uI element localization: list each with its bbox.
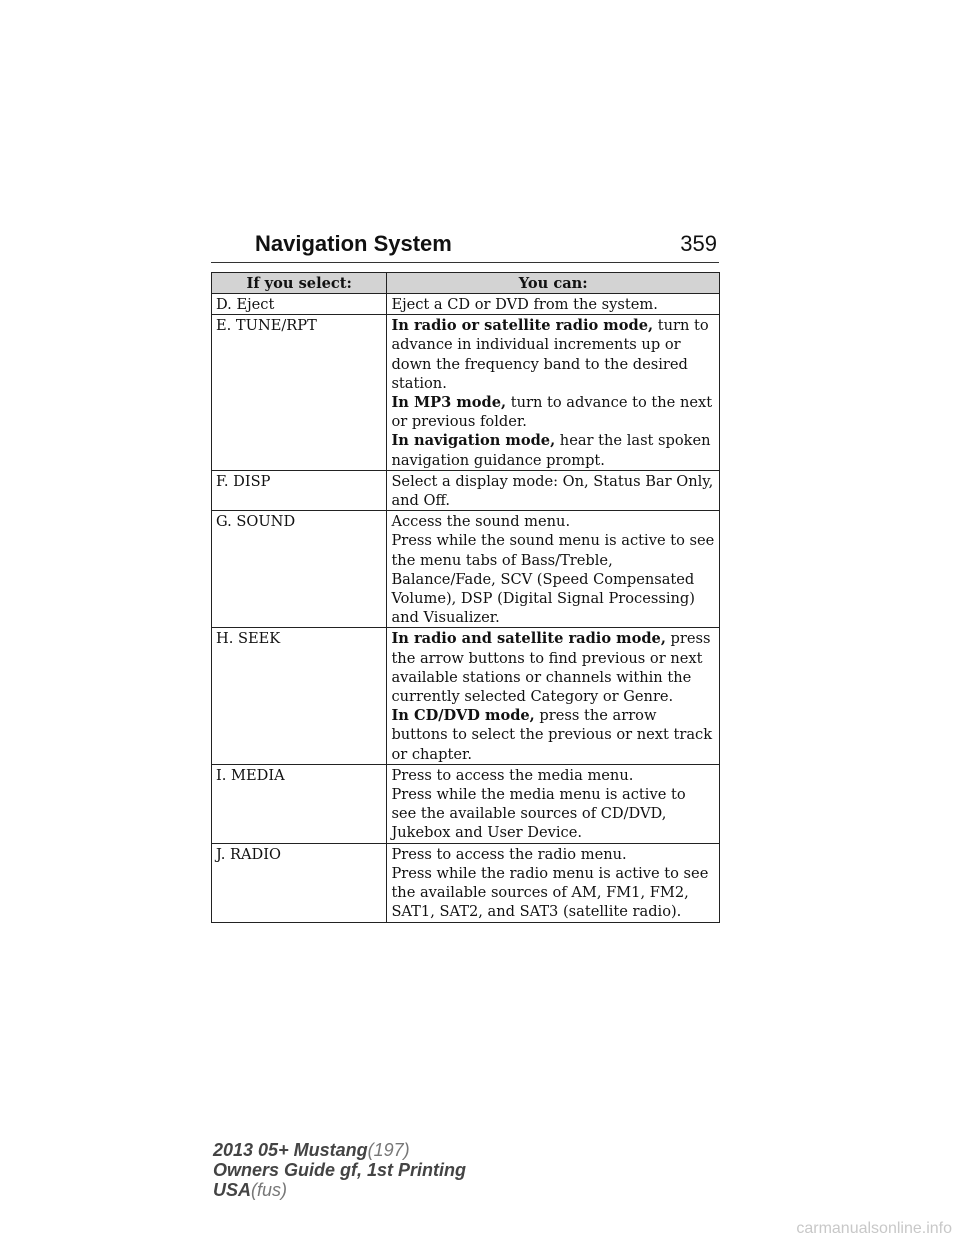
table-row bbox=[212, 511, 720, 628]
table-row bbox=[212, 628, 720, 764]
description-paragraph bbox=[391, 629, 715, 706]
description-paragraph bbox=[391, 785, 715, 843]
footer-guide: Owners Guide gf, 1st Printing bbox=[213, 1160, 467, 1180]
mode-label: In radio and satellite radio mode, bbox=[391, 630, 666, 648]
controls-table bbox=[211, 272, 720, 923]
footer-code: (197) bbox=[367, 1140, 410, 1160]
footer-line-3 bbox=[213, 1180, 466, 1200]
footer-model: 2013 05+ Mustang bbox=[213, 1140, 368, 1160]
description-text: Press while the radio menu is active to see the available sources of AM, FM1, FM2, SAT1, SAT2, and SAT3 (satellite radio). bbox=[391, 864, 709, 921]
row-description-cell bbox=[387, 315, 720, 471]
description-paragraph bbox=[391, 706, 715, 764]
page-title: Navigation System bbox=[255, 231, 452, 256]
column-header-can: You can: bbox=[387, 273, 720, 294]
row-description-cell bbox=[387, 628, 720, 764]
page-header bbox=[211, 228, 719, 263]
row-select-cell: H. SEEK bbox=[212, 628, 387, 764]
description-paragraph bbox=[391, 512, 715, 531]
table-row bbox=[212, 843, 720, 922]
watermark: carmanualsonline.info bbox=[796, 1220, 952, 1237]
table-row bbox=[212, 294, 720, 315]
description-text: Press to access the radio menu. bbox=[391, 845, 627, 863]
mode-label: In CD/DVD mode, bbox=[391, 707, 535, 725]
description-paragraph bbox=[391, 766, 715, 785]
footer-line-1 bbox=[213, 1140, 466, 1160]
description-text: hear the last spoken navigation guidance prompt. bbox=[391, 432, 711, 469]
column-header-select: If you select: bbox=[212, 273, 387, 294]
row-select-cell: F. DISP bbox=[212, 470, 387, 510]
description-text: Select a display mode: On, Status Bar Only, and Off. bbox=[391, 472, 714, 510]
description-text: turn to advance to the next or previous folder. bbox=[391, 394, 713, 431]
description-paragraph bbox=[391, 393, 715, 431]
row-select-cell: G. SOUND bbox=[212, 511, 387, 628]
description-text: Press while the sound menu is active to see the menu tabs of Bass/Treble, Balance/Fade, SCV (Speed Compensated Volume), DSP (Digital Signal Processing) and Visualizer. bbox=[391, 532, 715, 627]
table-row bbox=[212, 315, 720, 471]
mode-label: In MP3 mode, bbox=[391, 394, 507, 412]
row-description-cell bbox=[387, 470, 720, 510]
mode-label: In navigation mode, bbox=[391, 432, 556, 450]
footer-region: USA bbox=[213, 1180, 252, 1200]
description-text: Press while the media menu is active to see the available sources of CD/DVD, Jukebox and User Device. bbox=[391, 786, 686, 842]
mode-label: In radio or satellite radio mode, bbox=[391, 317, 654, 335]
description-text: press the arrow buttons to select the previous or next track or chapter. bbox=[391, 707, 713, 763]
row-select-cell: J. RADIO bbox=[212, 843, 387, 922]
description-paragraph bbox=[391, 531, 715, 627]
description-paragraph bbox=[391, 472, 715, 510]
row-select-cell: D. Eject bbox=[212, 294, 387, 315]
footer-line-2 bbox=[213, 1160, 466, 1180]
table-body bbox=[212, 294, 720, 923]
row-select-cell: I. MEDIA bbox=[212, 764, 387, 843]
row-description-cell bbox=[387, 294, 720, 315]
document-footer bbox=[213, 1140, 466, 1200]
description-paragraph bbox=[391, 845, 715, 864]
description-text: press the arrow buttons to find previous or next available stations or channels within the currently selected Category or Genre. bbox=[391, 630, 711, 706]
description-paragraph bbox=[391, 316, 715, 393]
description-paragraph bbox=[391, 864, 715, 922]
description-text: Eject a CD or DVD from the system. bbox=[391, 296, 658, 313]
row-description-cell bbox=[387, 764, 720, 843]
description-paragraph bbox=[391, 431, 715, 469]
description-text: Press to access the media menu. bbox=[391, 766, 634, 784]
table-row bbox=[212, 470, 720, 510]
description-paragraph bbox=[391, 295, 715, 314]
table-header-row bbox=[212, 273, 720, 294]
page-number: 359 bbox=[680, 231, 717, 256]
row-select-cell: E. TUNE/RPT bbox=[212, 315, 387, 471]
table-row bbox=[212, 764, 720, 843]
footer-region-code: (fus) bbox=[251, 1180, 288, 1200]
description-text: Access the sound menu. bbox=[391, 513, 571, 531]
description-text: turn to advance in individual increments up or down the frequency band to the desired station. bbox=[391, 317, 709, 392]
row-description-cell bbox=[387, 511, 720, 628]
row-description-cell bbox=[387, 843, 720, 922]
